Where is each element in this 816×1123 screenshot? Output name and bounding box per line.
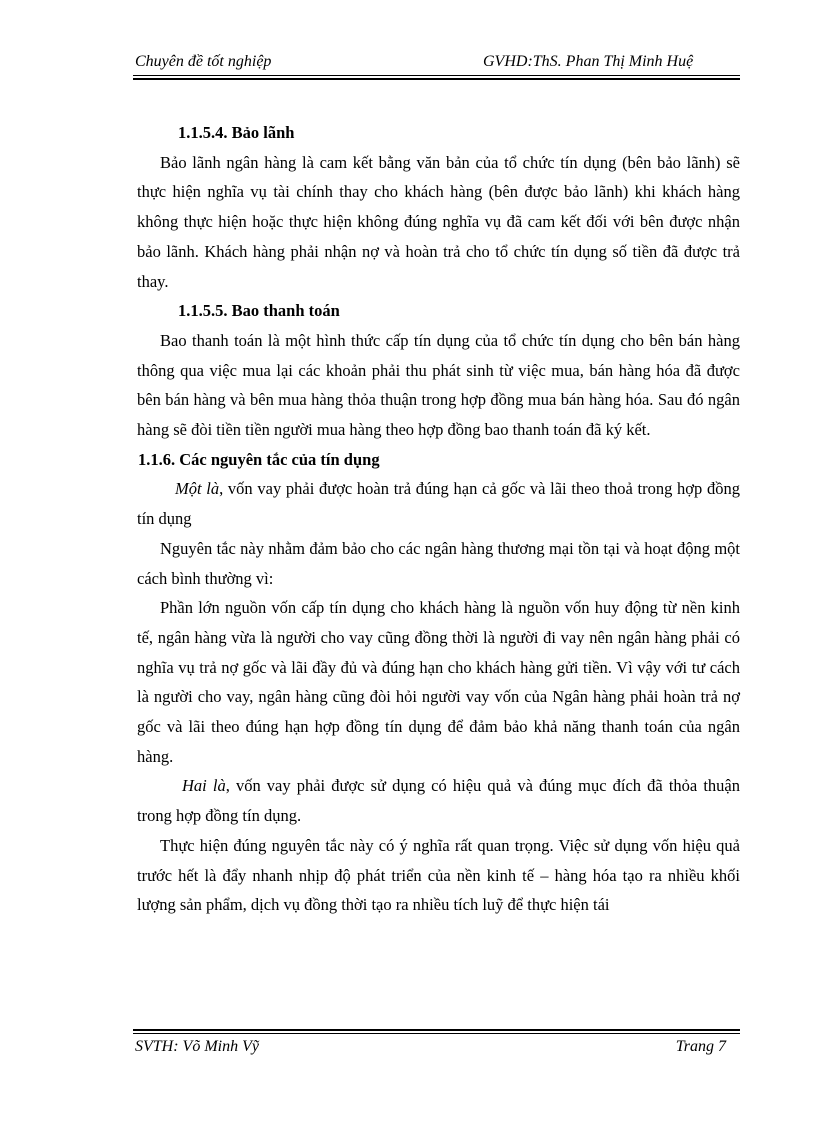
- paragraph-bao-thanh-toan: Bao thanh toán là một hình thức cấp tín dụng của tổ chức tín dụng cho bên bán hàng thông qua việc mua lại các khoản phải thu phát sinh từ việc mua, bán hàng hóa đã được bên bán hàng và bên mua hàng thỏa thuận trong hợp đồng mua bán hàng hóa. Sau đó ngân hàng sẽ đòi tiền tiền người mua hàng theo hợp đồng bao thanh toán đã ký kết.: [137, 330, 740, 440]
- paragraph-nguyen-tac: Nguyên tắc này nhằm đảm bảo cho các ngân hàng thương mại tồn tại và hoạt động một cách bình thường vì:: [137, 538, 740, 588]
- footer-rule-double: [133, 1029, 740, 1031]
- paragraph-phan-lon: Phần lớn nguồn vốn cấp tín dụng cho khách hàng là nguồn vốn huy động từ nền kinh tế, ngân hàng vừa là người cho vay cũng đồng thời là người đi vay nên ngân hàng phải có nghĩa vụ trả nợ gốc và lãi đầy đủ và đúng hạn cho khách hàng gửi tiền. Vì vậy với tư cách là người cho vay, ngân hàng cũng đòi hỏi người vay vốn của Ngân hàng phải hoàn trả nợ gốc và lãi theo đúng hạn hợp đồng tín dụng để đảm bảo khả năng thanh toán của ngân hàng.: [137, 598, 740, 766]
- header-rule: [133, 75, 740, 76]
- page-body: [137, 118, 740, 920]
- header-rule-double: [133, 78, 740, 80]
- header-subject: Chuyên đề tốt nghiệp: [135, 53, 272, 70]
- hai-la-rest: , vốn vay phải được sử dụng có hiệu quả và đúng mục đích đã thỏa thuận trong hợp đồng tín dụng.: [137, 776, 740, 826]
- mot-la-rest: , vốn vay phải được hoàn trả đúng hạn cả gốc và lãi theo thoả trong hợp đồng tín dụng: [137, 479, 740, 529]
- heading-1-1-6: 1.1.6. Các nguyên tắc của tín dụng: [138, 449, 380, 469]
- page-number: Trang 7: [675, 1038, 726, 1055]
- footer-student: SVTH: Võ Minh Vỹ: [135, 1038, 259, 1055]
- mot-la-lead: Một là: [175, 479, 220, 499]
- paragraph-hai-la: [137, 771, 740, 830]
- paragraph-mot-la: [137, 474, 740, 533]
- heading-1-1-5-4: 1.1.5.4. Bảo lãnh: [178, 123, 295, 142]
- paragraph-thuc-hien: Thực hiện đúng nguyên tắc này có ý nghĩa rất quan trọng. Việc sử dụng vốn hiệu quả trước hết là đẩy nhanh nhịp độ phát triển của nền kinh tế – hàng hóa tạo ra nhiều khối lượng sản phẩm, dịch vụ đồng thời tạo ra nhiều tích luỹ để thực hiện tái: [137, 835, 740, 915]
- page-header: [133, 50, 740, 74]
- footer-rule: [133, 1033, 740, 1034]
- paragraph-bao-lanh: Bảo lãnh ngân hàng là cam kết bằng văn bản của tổ chức tín dụng (bên bảo lãnh) sẽ thực hiện nghĩa vụ tài chính thay cho khách hàng (bên được bảo lãnh) khi khách hàng không thực hiện hoặc thực hiện không đúng nghĩa vụ đã cam kết đối với bên được nhận bảo lãnh. Khách hàng phải nhận nợ và hoàn trả cho tổ chức tín dụng số tiền đã được trả thay.: [137, 152, 740, 291]
- page-footer: [133, 1036, 740, 1060]
- heading-1-1-5-5: 1.1.5.5. Bao thanh toán: [178, 301, 340, 321]
- hai-la-lead: Hai là: [182, 776, 226, 796]
- header-advisor: GVHD:ThS. Phan Thị Minh Huệ: [483, 53, 694, 70]
